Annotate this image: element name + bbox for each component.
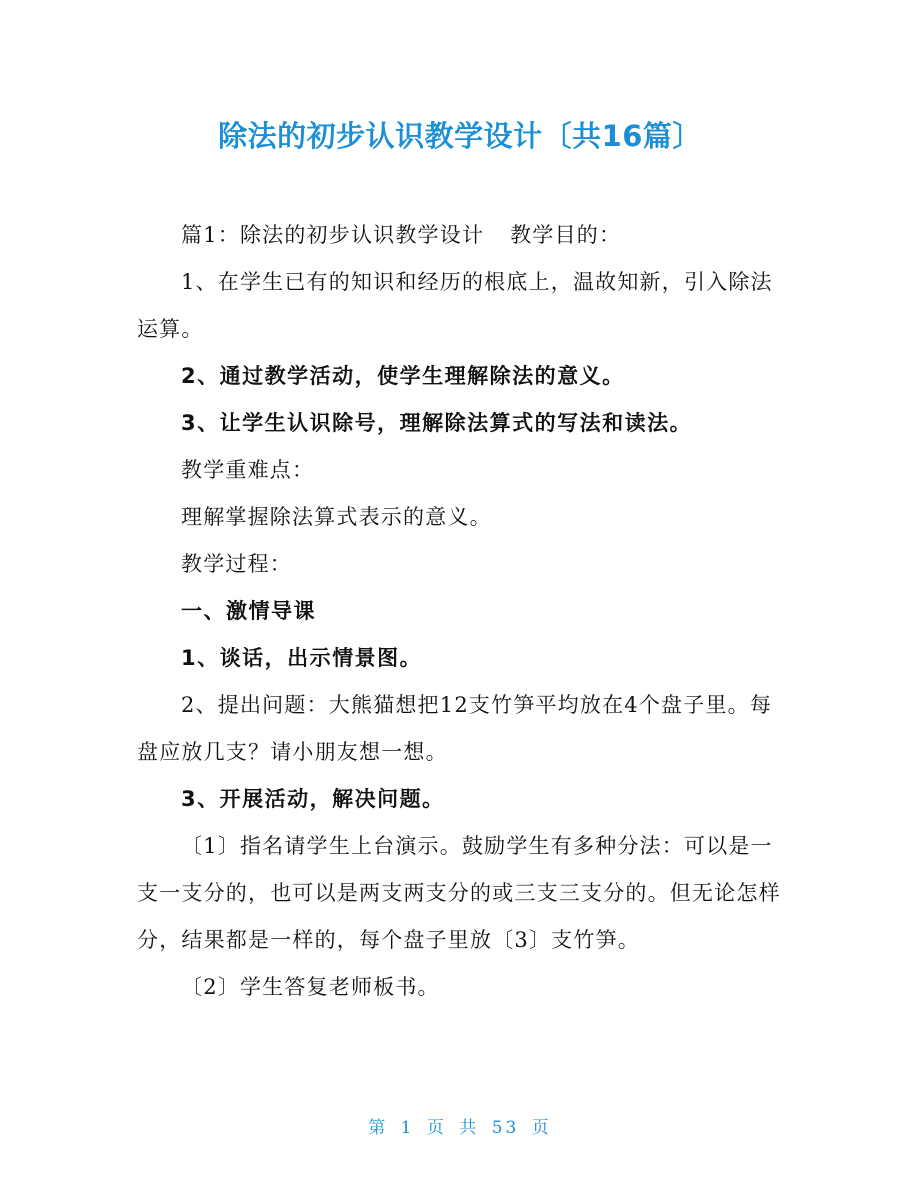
document-body	[137, 212, 787, 1011]
paragraph-key-points-label: 教学重难点：	[181, 458, 315, 482]
step-3: 3、开展活动，解决问题。	[181, 787, 445, 811]
paragraph-intro	[137, 212, 787, 259]
section-heading-intro: 一、激情导课	[181, 599, 316, 623]
step-3-substep-1: 〔1〕指名请学生上台演示。鼓励学生有多种分法：可以是一支一支分的，也可以是两支两支分的或三支三支分的。但无论怎样分，结果都是一样的，每个盘子里放〔3〕支竹笋。	[137, 834, 781, 952]
paragraph-process-label: 教学过程：	[181, 552, 292, 576]
page-footer: 第 1 页 共 53 页	[368, 1118, 552, 1138]
paragraph-objective-3: 3、让学生认识除号，理解除法算式的写法和读法。	[181, 411, 693, 435]
document-title: 除法的初步认识教学设计〔共16篇〕	[218, 119, 702, 153]
step-1: 1、谈话，出示情景图。	[181, 646, 423, 670]
paragraph-objective-2: 2、通过教学活动，使学生理解除法的意义。	[181, 364, 625, 388]
step-3-substep-2: 〔2〕学生答复老师板书。	[181, 975, 440, 999]
chapter-heading: 篇1：除法的初步认识教学设计	[181, 223, 485, 247]
step-2: 2、提出问题：大熊猫想把12支竹笋平均放在4个盘子里。每盘应放几支？请小朋友想一想。	[137, 693, 773, 764]
paragraph-objective-1: 1、在学生已有的知识和经历的根底上，温故知新，引入除法运算。	[137, 270, 773, 341]
objectives-label: 教学目的：	[510, 223, 622, 247]
paragraph-key-points: 理解掌握除法算式表示的意义。	[181, 505, 492, 529]
